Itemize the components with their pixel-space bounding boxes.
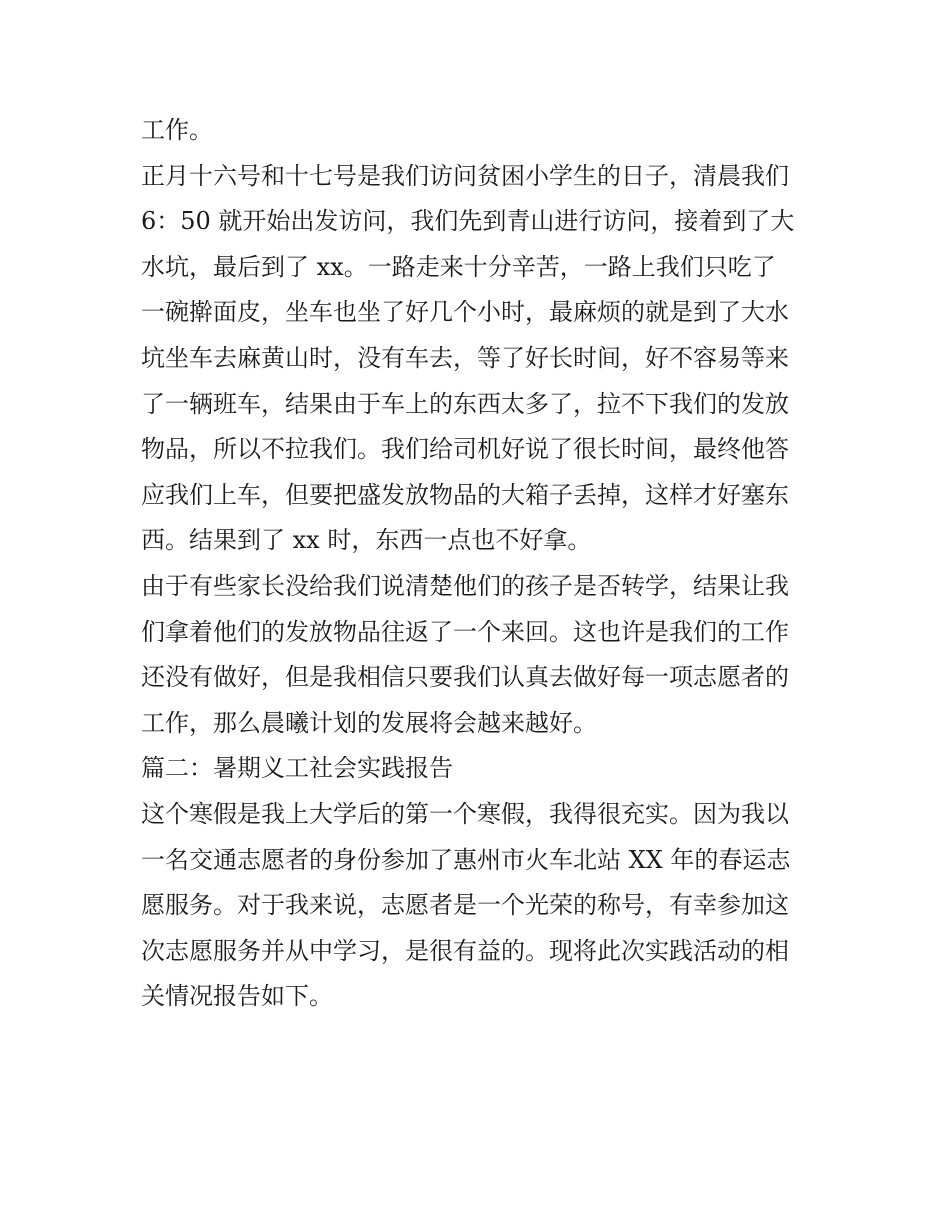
- section-heading: 篇二：暑期义工社会实践报告: [141, 754, 453, 783]
- text-line: 们拿着他们的发放物品往返了一个来回。这也许是我们的工作: [141, 617, 789, 646]
- text-line: 这个寒假是我上大学后的第一个寒假，我得很充实。因为我以: [141, 799, 789, 828]
- text-line: 物品，所以不拉我们。我们给司机好说了很长时间，最终他答: [141, 435, 789, 464]
- text-line: 还没有做好，但是我相信只要我们认真去做好每一项志愿者的: [141, 663, 789, 692]
- text-line: 关情况报告如下。: [141, 982, 333, 1011]
- text-line: 西。结果到了 xx 时，东西一点也不好拿。: [141, 526, 592, 555]
- text-line: 工作，那么晨曦计划的发展将会越来越好。: [141, 708, 597, 737]
- text-line: 水坑，最后到了 xx。一路走来十分辛苦，一路上我们只吃了: [141, 252, 776, 281]
- text-line: 了一辆班车，结果由于车上的东西太多了，拉不下我们的发放: [141, 389, 789, 418]
- text-line: 应我们上车，但要把盛发放物品的大箱子丢掉，这样才好塞东: [141, 480, 789, 509]
- text-line: 愿服务。对于我来说，志愿者是一个光荣的称号，有幸参加这: [141, 891, 789, 920]
- text-line: 工作。: [141, 116, 213, 144]
- text-line: 6：50 就开始出发访问，我们先到青山进行访问，接着到了大: [141, 207, 795, 236]
- text-line: 次志愿服务并从中学习，是很有益的。现将此次实践活动的相: [141, 936, 789, 965]
- text-line: 由于有些家长没给我们说清楚他们的孩子是否转学，结果让我: [141, 571, 789, 600]
- text-line: 坑坐车去麻黄山时，没有车去，等了好长时间，好不容易等来: [141, 343, 789, 372]
- text-line: 正月十六号和十七号是我们访问贫困小学生的日子，清晨我们: [141, 161, 789, 190]
- text-line: 一碗擀面皮，坐车也坐了好几个小时，最麻烦的就是到了大水: [141, 298, 789, 327]
- document-body: [141, 108, 821, 1020]
- text-line: 一名交通志愿者的身份参加了惠州市火车北站 XX 年的春运志: [141, 845, 791, 874]
